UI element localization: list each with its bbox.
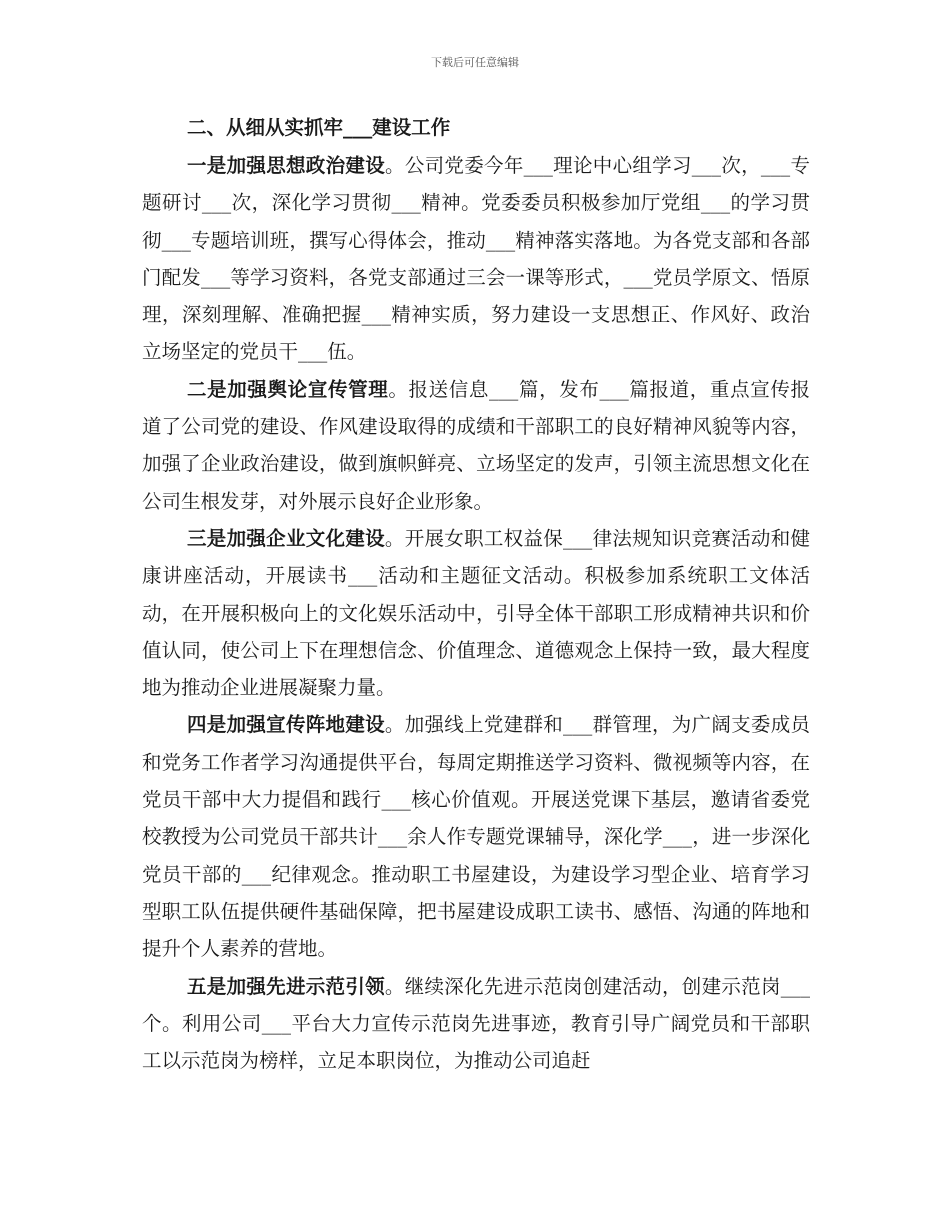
document-body	[142, 110, 810, 1079]
paragraph-2	[142, 371, 810, 520]
section-heading: 二、从细从实抓牢___建设工作	[187, 116, 451, 139]
paragraph-3	[142, 520, 810, 706]
paragraph-text: 。开展女职工权益保___律法规知识竞赛活动和健康讲座活动，开展读书___活动和主题征文活动。积极参加系统职工文体活动，在开展积极向上的文化娱乐活动中，引导全体干部职工形成精神共识和价值认同，使公司上下在理想信念、价值理念、道德观念上保持一致，最大程度地为推动企业进展凝聚力量。	[142, 526, 810, 700]
paragraph-lead: 五是加强先进示范引领	[187, 974, 385, 998]
paragraph-text: 。公司党委今年___理论中心组学习___次，___专题研讨___次，深化学习贯彻___精神。党委委员积极参加厅党组___的学习贯彻___专题培训班，撰写心得体会，推动___精神落实落地。为各党支部和各部门配发___等学习资料，各党支部通过三会一课等形式，___党员学原文、悟原理，深刻理解、准确把握___精神实质，努力建设一支思想正、作风好、政治立场坚定的党员干___伍。	[142, 154, 810, 364]
paragraph-lead: 一是加强思想政治建设	[187, 154, 386, 177]
paragraph-4	[142, 706, 810, 967]
paragraph-lead: 四是加强宣传阵地建设	[187, 713, 385, 737]
page-header: 下载后可任意编辑	[431, 56, 519, 69]
paragraph-text: 。继续深化先进示范岗创建活动，创建示范岗___个。利用公司___平台大力宣传示范岗先进事迹，教育引导广阔党员和干部职工以示范岗为榜样，立足本职岗位，为推动公司追赶	[142, 974, 810, 1073]
paragraph-text: 。加强线上党建群和___群管理，为广阔支委成员和党务工作者学习沟通提供平台，每周定期推送学习资料、微视频等内容，在党员干部中大力提倡和践行___核心价值观。开展送党课下基层，邀请省委党校教授为公司党员干部共计___余人作专题党课辅导，深化学___，进一步深化党员干部的___纪律观念。推动职工书屋建设，为建设学习型企业、培育学习型职工队伍提供硬件基础保障，把书屋建设成职工读书、感悟、沟通的阵地和提升个人素养的营地。	[142, 713, 810, 961]
paragraph-5	[142, 968, 810, 1080]
paragraph-1	[142, 147, 810, 371]
paragraph-text: 。报送信息___篇，发布___篇报道，重点宣传报道了公司党的建设、作风建设取得的成绩和干部职工的良好精神风貌等内容，加强了企业政治建设，做到旗帜鲜亮、立场坚定的发声，引领主流思想文化在公司生根发芽，对外展示良好企业形象。	[142, 377, 810, 513]
paragraph-lead: 二是加强舆论宣传管理	[187, 377, 389, 401]
paragraph-lead: 三是加强企业文化建设	[187, 526, 385, 550]
